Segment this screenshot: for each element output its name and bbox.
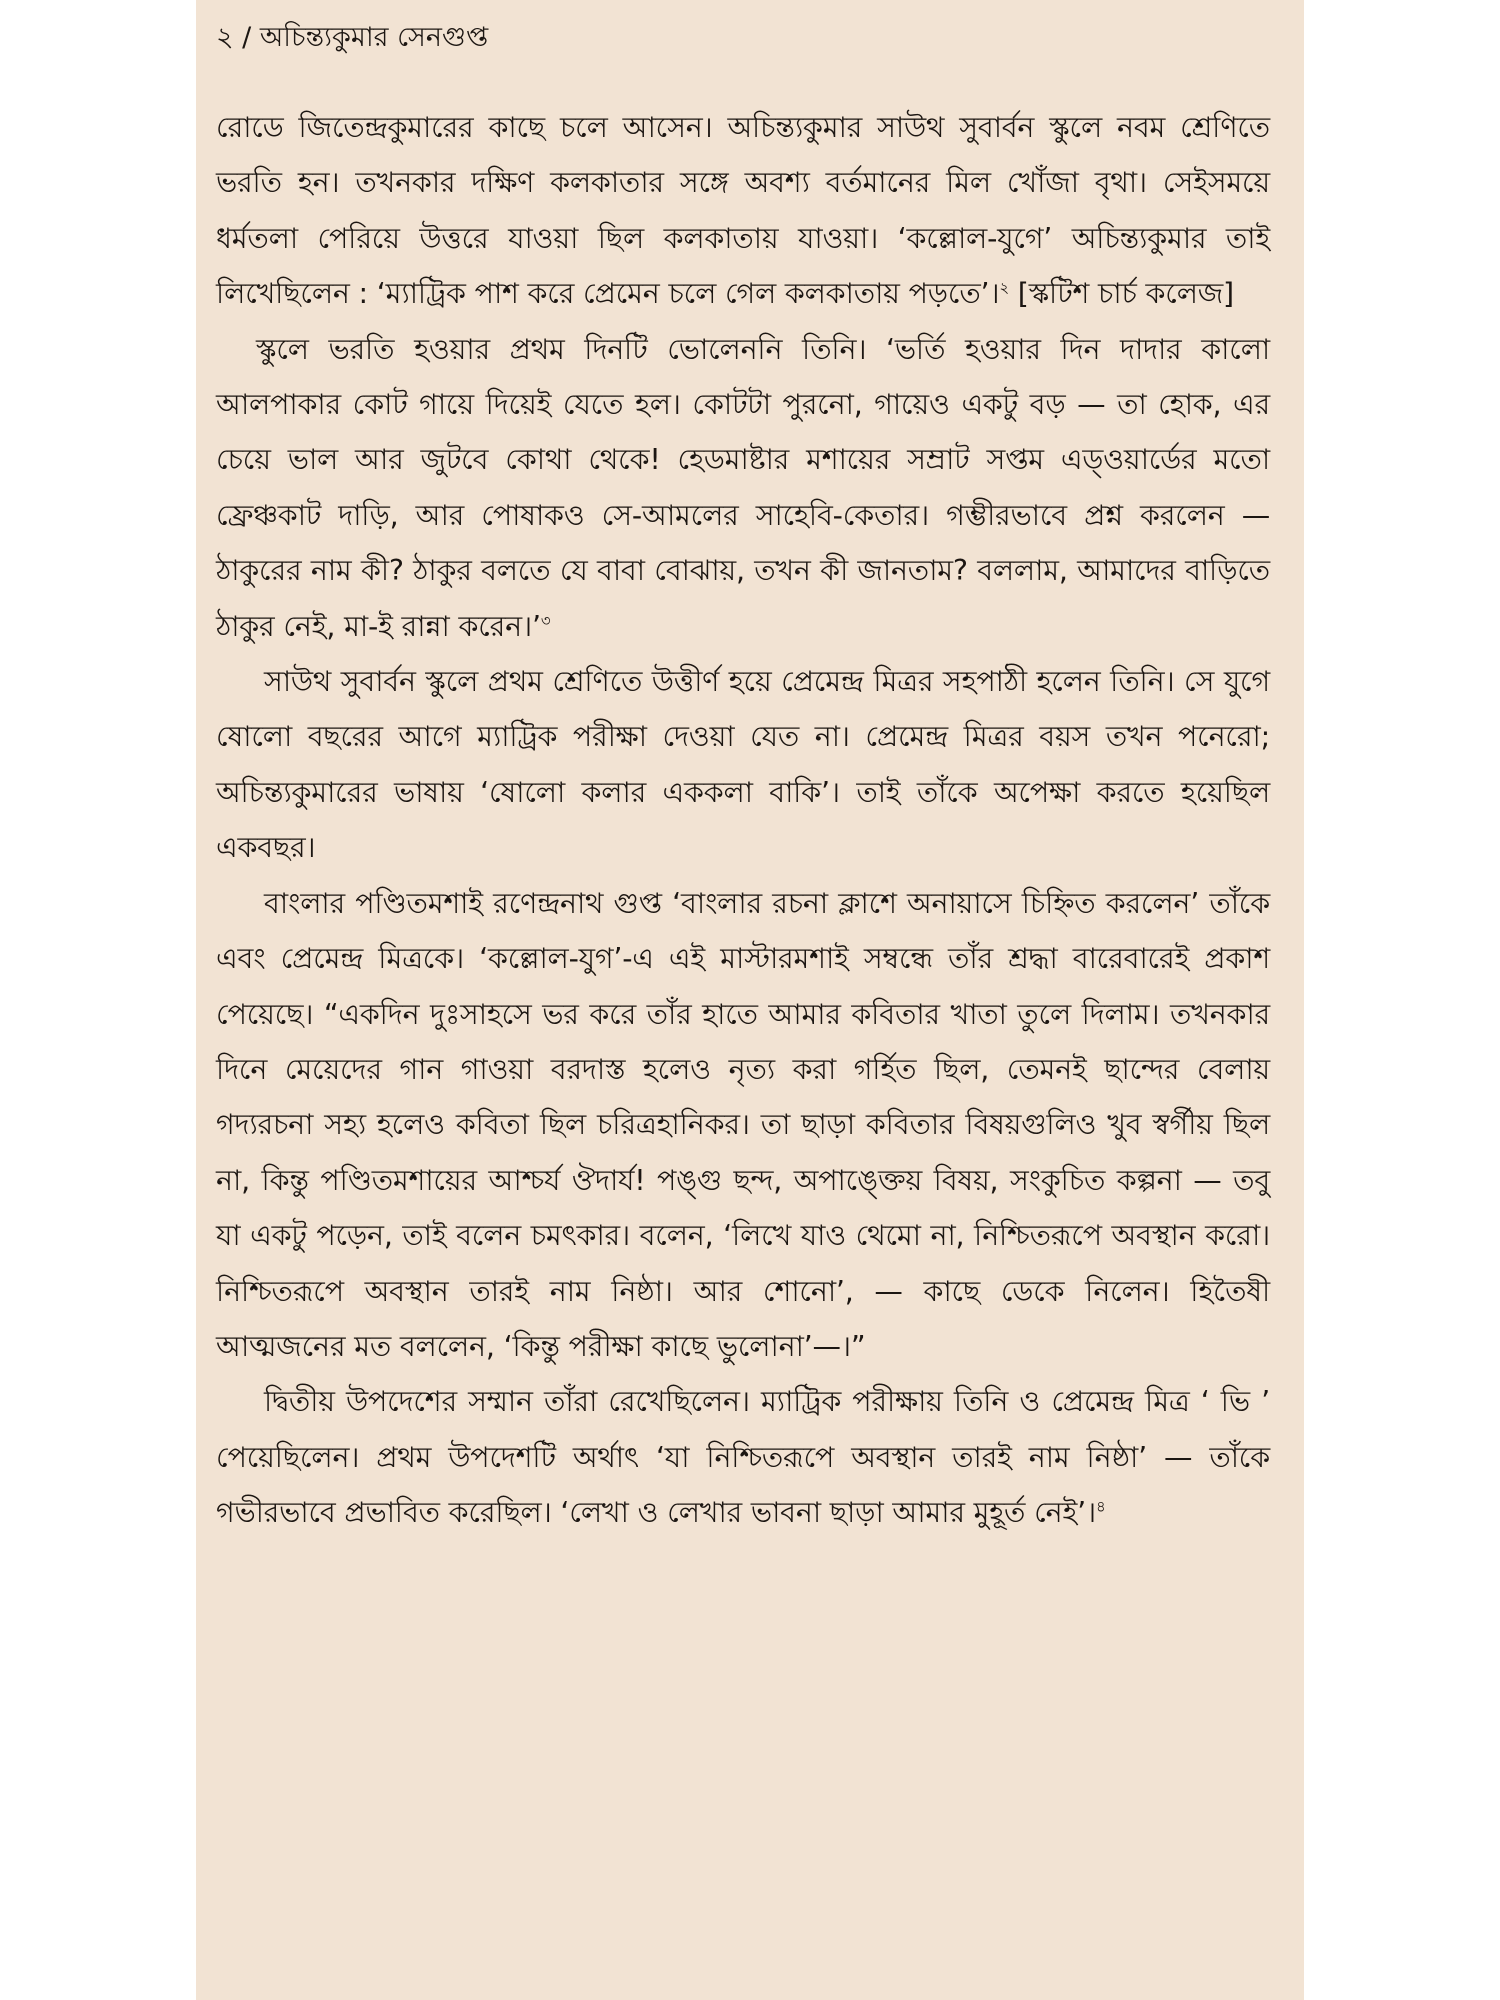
paragraph-text: রোডে জিতেন্দ্রকুমারের কাছে চলে আসেন। অচিন্ত্যকুমার সাউথ সুবার্বন স্কুলে নবম শ্রেণিতে ভরতি হন। তখনকার দক্ষিণ কলকাতার সঙ্গে অবশ্য বর্তমানের মিল খোঁজা বৃথা। সেইসময়ে ধর্মতলা পেরিয়ে উত্তরে যাওয়া ছিল কলকাতায় যাওয়া। ‘কল্লোল-যুগে’ অচিন্ত্যকুমার তাই লিখেছিলেন : ‘ম্যাট্রিক পাশ করে প্রেমেন চলে গেল কলকাতায় পড়তে’। bbox=[216, 111, 1270, 311]
footnote-marker: ৪ bbox=[1095, 1497, 1106, 1516]
paragraph-5 bbox=[216, 1374, 1270, 1540]
paragraph-text: বাংলার পণ্ডিতমশাই রণেন্দ্রনাথ গুপ্ত ‘বাংলার রচনা ক্লাশে অনায়াসে চিহ্নিত করলেন’ তাঁকে এবং প্রেমেন্দ্র মিত্রকে। ‘কল্লোল-যুগ’-এ এই মাস্টারমশাই সম্বন্ধে তাঁর শ্রদ্ধা বারেবারেই প্রকাশ পেয়েছে। “একদিন দুঃসাহসে ভর করে তাঁর হাতে আমার কবিতার খাতা তুলে দিলাম। তখনকার দিনে মেয়েদের গান গাওয়া বরদাস্ত হলেও নৃত্য করা গর্হিত ছিল, তেমনই ছান্দের বেলায় গদ্যরচনা সহ্য হলেও কবিতা ছিল চরিত্রহানিকর। তা ছাড়া কবিতার বিষয়গুলিও খুব স্বর্গীয় ছিল না, কিন্তু পণ্ডিতমশায়ের আশ্চর্য ঔদার্য! পঙ্গু ছন্দ, অপাঙ্ক্তেয় বিষয়, সংকুচিত কল্পনা — তবু যা একটু পড়েন, তাই বলেন চমৎকার। বলেন, ‘লিখে যাও থেমো না, নিশ্চিতরূপে অবস্থান করো। নিশ্চিতরূপে অবস্থান তারই নাম নিষ্ঠা। আর শোনো’, — কাছে ডেকে নিলেন। হিতৈষী আত্মজনের মত বললেন, ‘কিন্তু পরীক্ষা কাছে ভুলোনা’—।” bbox=[216, 886, 1270, 1363]
paragraph-text: সাউথ সুবার্বন স্কুলে প্রথম শ্রেণিতে উত্তীর্ণ হয়ে প্রেমেন্দ্র মিত্রর সহপাঠী হলেন তিনি। সে যুগে ষোলো বছরের আগে ম্যাট্রিক পরীক্ষা দেওয়া যেত না। প্রেমেন্দ্র মিত্রর বয়স তখন পনেরো; অচিন্ত্যকুমারের ভাষায় ‘ষোলো কলার এককলা বাকি’। তাই তাঁকে অপেক্ষা করতে হয়েছিল একবছর। bbox=[216, 665, 1270, 865]
footnote-marker: ৩ bbox=[540, 611, 551, 630]
book-page bbox=[196, 0, 1304, 2000]
running-header bbox=[216, 18, 1270, 58]
paragraph-2 bbox=[216, 322, 1270, 654]
footnote-marker: ২ bbox=[999, 278, 1009, 297]
paragraph-tail: [স্কটিশ চার্চ কলেজ] bbox=[1008, 277, 1234, 311]
page-number: ২ bbox=[216, 22, 234, 53]
author-name: অচিন্ত্যকুমার সেনগুপ্ত bbox=[259, 22, 489, 53]
paragraph-text: স্কুলে ভরতি হওয়ার প্রথম দিনটি ভোলেননি তিনি। ‘ভর্তি হওয়ার দিন দাদার কালো আলপাকার কোট গায়ে দিয়েই যেতে হল। কোটটা পুরনো, গায়েও একটু বড় — তা হোক, এর চেয়ে ভাল আর জুটবে কোথা থেকে! হেডমাষ্টার মশায়ের সম্রাট সপ্তম এড্ওয়ার্ডের মতো ফ্রেঞ্চকাট দাড়ি, আর পোষাকও সে-আমলের সাহেবি-কেতার। গম্ভীরভাবে প্রশ্ন করলেন — ঠাকুরের নাম কী? ঠাকুর বলতে যে বাবা বোঝায়, তখন কী জানতাম? বললাম, আমাদের বাড়িতে ঠাকুর নেই, মা-ই রান্না করেন।’ bbox=[216, 332, 1271, 643]
body-text bbox=[216, 100, 1270, 1541]
paragraph-1 bbox=[216, 100, 1270, 322]
paragraph-text: দ্বিতীয় উপদেশের সম্মান তাঁরা রেখেছিলেন। ম্যাট্রিক পরীক্ষায় তিনি ও প্রেমেন্দ্র মিত্র ‘ ভি ’ পেয়েছিলেন। প্রথম উপদেশটি অর্থাৎ ‘যা নিশ্চিতরূপে অবস্থান তারই নাম নিষ্ঠা’ — তাঁকে গভীরভাবে প্রভাবিত করেছিল। ‘লেখা ও লেখার ভাবনা ছাড়া আমার মুহূর্ত নেই’। bbox=[216, 1385, 1270, 1530]
paragraph-3 bbox=[216, 654, 1270, 876]
paragraph-4 bbox=[216, 876, 1270, 1375]
header-separator: / bbox=[242, 22, 260, 53]
